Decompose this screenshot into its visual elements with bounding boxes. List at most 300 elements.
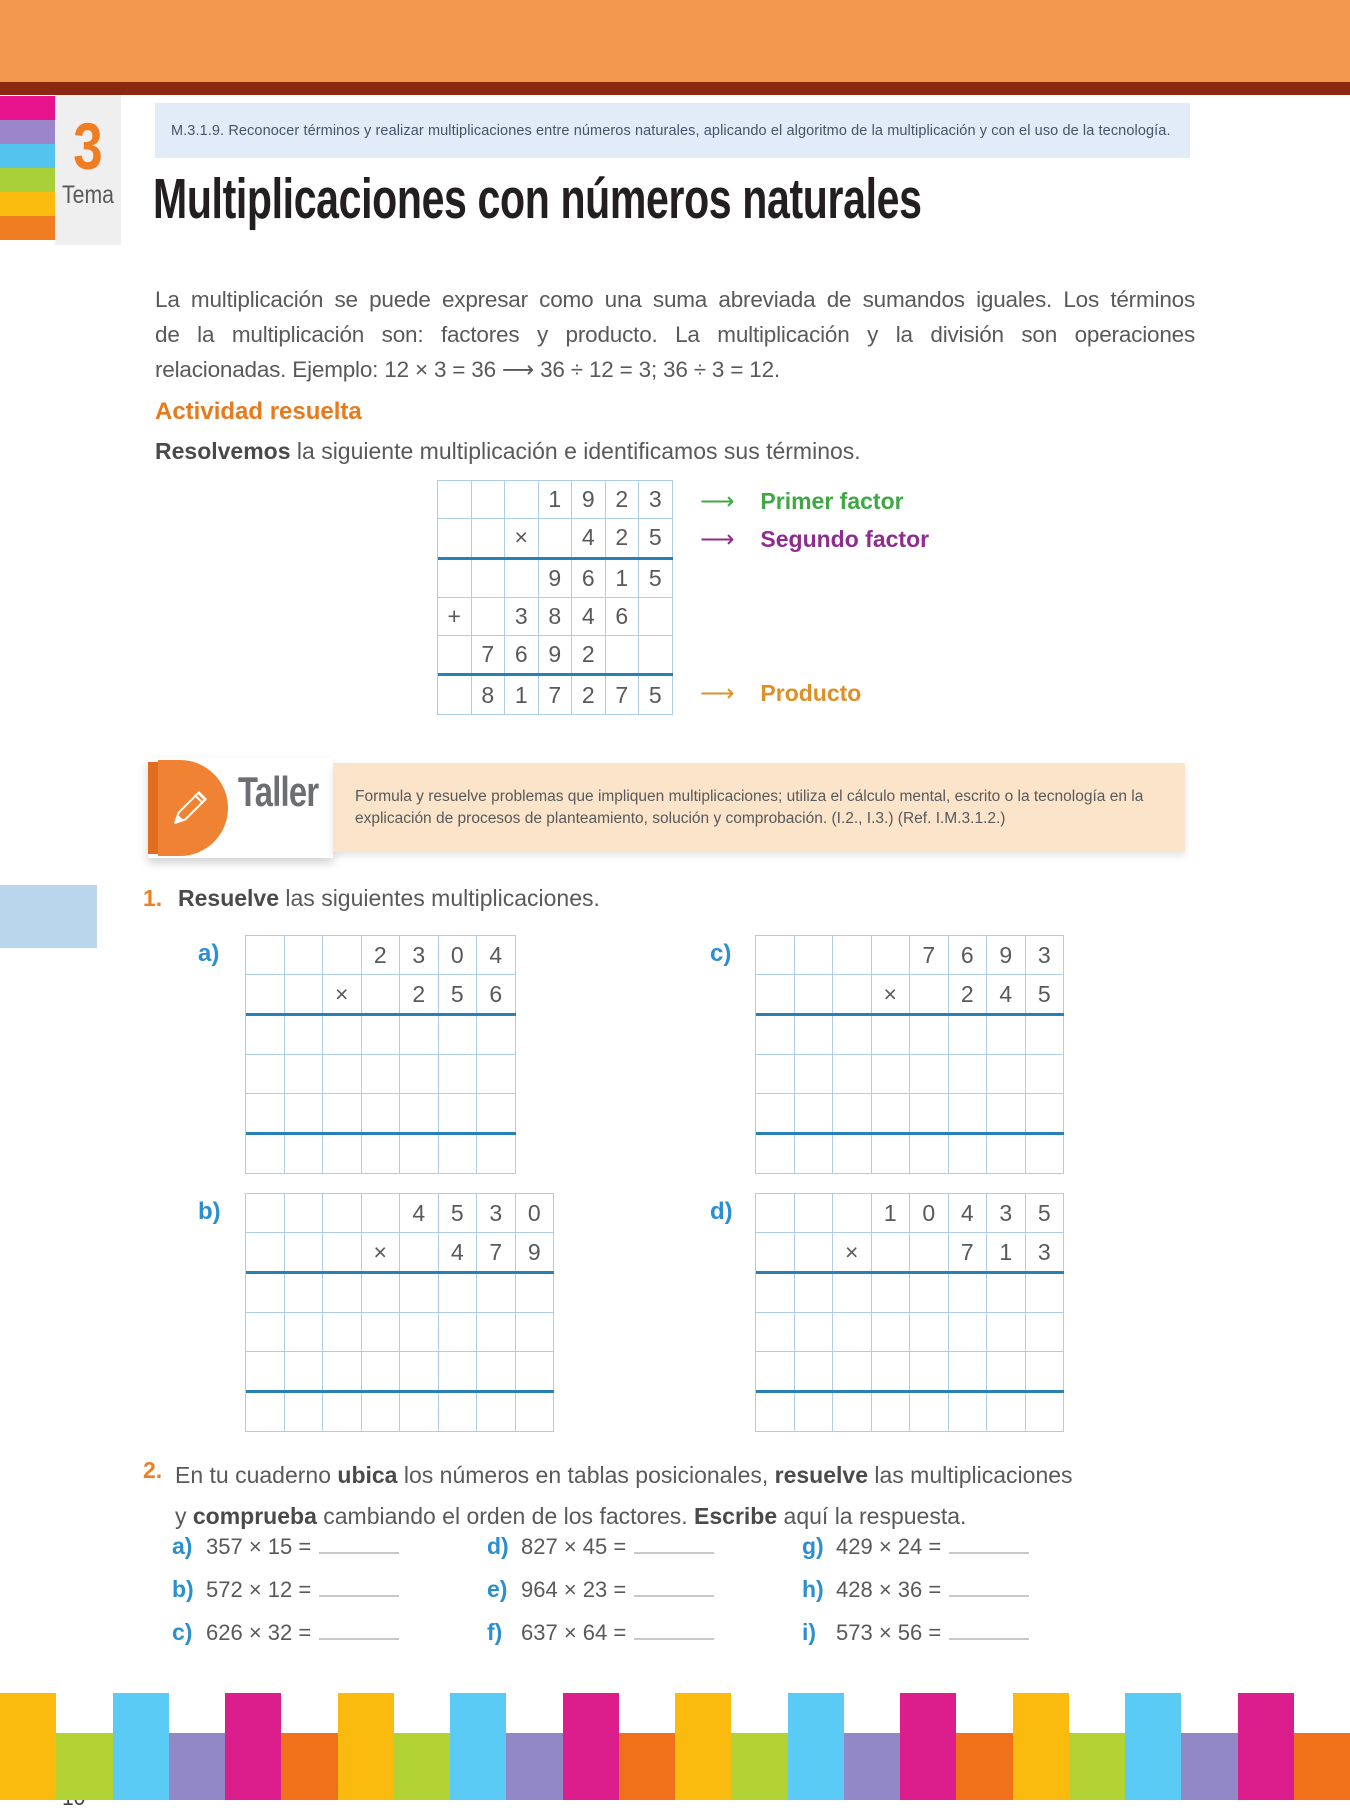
footer-bar [956,1733,1012,1800]
tema-badge [55,95,121,245]
empty-cell [795,975,834,1013]
empty-cell[interactable] [285,1352,324,1390]
answer-line[interactable] [634,1579,714,1597]
empty-cell[interactable] [323,1016,362,1054]
grid-row [756,975,1064,1016]
item-expression: 357 × 15 = [206,1534,312,1559]
arrow-right-icon: ⟶ [700,526,735,553]
empty-cell[interactable] [910,1094,949,1132]
footer-bar [1125,1693,1181,1800]
grid-row [756,1274,1064,1313]
empty-cell [323,1194,362,1232]
empty-cell[interactable] [362,1135,401,1173]
digit-cell: 7 [910,936,949,974]
empty-cell[interactable] [362,1352,401,1390]
empty-cell[interactable] [362,1055,401,1093]
color-stripe [0,216,55,240]
empty-cell [246,975,285,1013]
empty-cell[interactable] [833,1352,872,1390]
digit-cell: 2 [362,936,401,974]
grid-row [756,1135,1064,1174]
digit-cell: + [438,598,472,635]
digit-cell: 6 [949,936,988,974]
empty-cell[interactable] [872,1094,911,1132]
answer-line[interactable] [634,1536,714,1554]
empty-cell[interactable] [400,1274,439,1312]
grid-row [246,1352,554,1393]
empty-cell[interactable] [795,1094,834,1132]
tema-number: 3 [73,109,103,183]
empty-cell [872,936,911,974]
text-segment: Resuelve [178,885,280,911]
empty-cell[interactable] [285,1274,324,1312]
item-letter: d) [487,1533,509,1559]
digit-cell: 1 [539,481,573,518]
empty-cell[interactable] [795,1393,834,1431]
empty-cell[interactable] [439,1313,478,1351]
answer-line[interactable] [949,1622,1029,1640]
color-stripe [0,120,55,144]
empty-cell[interactable] [756,1135,795,1173]
item-letter: e) [487,1576,508,1602]
digit-cell: 7 [477,1233,516,1271]
digit-cell: 6 [606,598,640,635]
empty-cell[interactable] [439,1094,478,1132]
item-expression: 429 × 24 = [836,1534,942,1559]
digit-cell: 9 [516,1233,555,1271]
empty-cell [472,560,506,597]
grid-row [756,1393,1064,1432]
empty-cell[interactable] [987,1094,1026,1132]
empty-cell[interactable] [323,1055,362,1093]
tema-label: Tema [62,181,114,209]
footer-bar [169,1733,225,1800]
empty-cell[interactable] [910,1135,949,1173]
answer-line[interactable] [319,1536,399,1554]
multiplication-item [802,1576,1117,1619]
text-segment: En tu cuaderno [175,1462,338,1488]
empty-cell[interactable] [246,1016,285,1054]
text-segment: Escribe [694,1503,778,1529]
grid-row [246,1233,554,1274]
empty-cell[interactable] [756,1274,795,1312]
worked-grid [437,480,673,715]
empty-cell[interactable] [477,1016,516,1054]
empty-cell[interactable] [795,1313,834,1351]
empty-cell[interactable] [872,1016,911,1054]
grid-row [246,1313,554,1352]
empty-cell [756,1233,795,1271]
grid-row [246,1274,554,1313]
empty-cell[interactable] [987,1016,1026,1054]
grid-row [438,519,673,559]
empty-cell[interactable] [795,1352,834,1390]
empty-cell[interactable] [246,1135,285,1173]
digit-cell: 1 [606,560,640,597]
empty-cell[interactable] [987,1393,1026,1431]
empty-cell[interactable] [833,1016,872,1054]
empty-cell[interactable] [400,1313,439,1351]
footer-bar [900,1693,956,1800]
segundo-factor-label: ⟶ Segundo factor [700,526,930,553]
empty-cell[interactable] [795,1055,834,1093]
grid-row [246,1016,516,1055]
empty-cell [246,936,285,974]
empty-cell[interactable] [1026,1274,1065,1312]
color-stripe [0,168,55,192]
empty-cell[interactable] [439,1135,478,1173]
footer-bar [506,1733,562,1800]
empty-cell[interactable] [1026,1016,1065,1054]
primer-factor-label: ⟶ Primer factor [700,488,904,515]
empty-cell[interactable] [285,1135,324,1173]
empty-cell [756,1194,795,1232]
text-segment: las siguientes multiplicaciones. [279,885,600,911]
digit-cell: 5 [639,560,673,597]
empty-cell[interactable] [756,1393,795,1431]
grid-d-label: d) [710,1198,733,1225]
empty-cell[interactable] [285,1313,324,1351]
empty-cell[interactable] [987,1352,1026,1390]
item-expression: 827 × 45 = [521,1534,627,1559]
exercise-2-lead-line [175,1496,1205,1537]
empty-cell[interactable] [910,1393,949,1431]
empty-cell [833,975,872,1013]
digit-cell: 3 [1026,1233,1065,1271]
exercise-1-lead [178,885,600,912]
empty-cell[interactable] [833,1313,872,1351]
empty-cell [323,1233,362,1271]
empty-cell[interactable] [949,1274,988,1312]
answer-line[interactable] [949,1579,1029,1597]
empty-cell[interactable] [910,1055,949,1093]
digit-cell: 3 [1026,936,1065,974]
footer-color-bars [0,1693,1350,1800]
empty-cell[interactable] [987,1135,1026,1173]
text-segment: aquí la respuesta. [777,1503,967,1529]
empty-cell[interactable] [477,1094,516,1132]
exercise-2-lead [175,1455,1205,1537]
grid-c [755,935,1064,1174]
empty-cell [438,676,472,713]
item-expression: 637 × 64 = [521,1620,627,1645]
empty-cell[interactable] [987,1274,1026,1312]
empty-cell[interactable] [987,1313,1026,1351]
digit-cell: 9 [987,936,1026,974]
empty-cell[interactable] [833,1393,872,1431]
empty-cell[interactable] [949,1313,988,1351]
empty-cell[interactable] [795,1135,834,1173]
empty-cell [756,936,795,974]
multiply-sign-cell: × [362,1233,401,1271]
taller-title: Taller [238,768,319,815]
empty-cell[interactable] [949,1135,988,1173]
empty-cell[interactable] [246,1094,285,1132]
multiply-sign-cell: × [833,1233,872,1271]
digit-cell: 2 [400,975,439,1013]
empty-cell[interactable] [285,1393,324,1431]
empty-cell[interactable] [285,1094,324,1132]
footer-bar [1294,1733,1350,1800]
empty-cell [438,636,472,673]
empty-cell[interactable] [477,1393,516,1431]
empty-cell[interactable] [246,1352,285,1390]
empty-cell[interactable] [516,1313,555,1351]
empty-cell[interactable] [477,1135,516,1173]
intro-line: relacionadas. Ejemplo: 12 × 3 = 36 ⟶ 36 ÷ 12 = 3; 36 ÷ 3 = 12. [155,357,780,382]
empty-cell [285,1233,324,1271]
empty-cell[interactable] [1026,1352,1065,1390]
empty-cell[interactable] [246,1393,285,1431]
empty-cell[interactable] [756,1016,795,1054]
multiplication-item [172,1533,487,1576]
actividad-resuelta-heading: Actividad resuelta [155,398,362,425]
footer-bar [225,1693,281,1800]
digit-cell: 4 [572,519,606,556]
grid-b-label: b) [198,1198,221,1225]
empty-cell[interactable] [1026,1055,1065,1093]
empty-cell [639,598,673,635]
producto-label: ⟶ Producto [700,680,862,707]
empty-cell[interactable] [949,1094,988,1132]
empty-cell [472,598,506,635]
footer-bar [844,1733,900,1800]
item-letter: c) [172,1619,193,1645]
digit-cell: 5 [439,1194,478,1232]
empty-cell[interactable] [833,1094,872,1132]
grid-row [438,598,673,636]
empty-cell[interactable] [362,1313,401,1351]
empty-cell[interactable] [439,1274,478,1312]
item-expression: 428 × 36 = [836,1577,942,1602]
empty-cell[interactable] [949,1352,988,1390]
empty-cell[interactable] [246,1274,285,1312]
empty-cell [639,636,673,673]
empty-cell[interactable] [362,1393,401,1431]
empty-cell[interactable] [400,1352,439,1390]
digit-cell: 2 [949,975,988,1013]
grid-row [756,1233,1064,1274]
empty-cell[interactable] [516,1352,555,1390]
empty-cell[interactable] [477,1313,516,1351]
grid-row [756,1094,1064,1135]
grid-c-label: c) [710,940,732,967]
empty-cell[interactable] [795,1274,834,1312]
empty-cell[interactable] [400,1393,439,1431]
multiplication-item [802,1619,1117,1662]
digit-cell: 0 [516,1194,555,1232]
empty-cell[interactable] [833,1055,872,1093]
empty-cell[interactable] [910,1274,949,1312]
digit-cell: 5 [1026,975,1065,1013]
item-letter: g) [802,1533,824,1559]
empty-cell[interactable] [362,1274,401,1312]
digit-cell: 8 [472,676,506,713]
empty-cell[interactable] [285,1055,324,1093]
grid-row [246,1393,554,1432]
intro-line: La multiplicación se puede expresar como una suma abreviada de sumandos iguales. Los términos [155,287,1195,312]
item-expression: 572 × 12 = [206,1577,312,1602]
empty-cell[interactable] [872,1393,911,1431]
empty-cell[interactable] [987,1055,1026,1093]
empty-cell[interactable] [949,1016,988,1054]
grid-row [756,1016,1064,1055]
empty-cell[interactable] [323,1135,362,1173]
empty-cell[interactable] [323,1393,362,1431]
empty-cell[interactable] [833,1135,872,1173]
digit-cell: 3 [477,1194,516,1232]
item-letter: b) [172,1576,194,1602]
grid-row [756,1313,1064,1352]
empty-cell [795,1194,834,1232]
empty-cell [285,1194,324,1232]
digit-cell: 2 [572,636,606,673]
exercise-1-number: 1. [143,885,163,911]
standard-text: M.3.1.9. Reconocer términos y realizar multiplicaciones entre números naturales, aplicando el algoritmo de la multiplicación y con el uso de la tecnología. [171,122,1171,139]
empty-cell [438,519,472,556]
empty-cell[interactable] [285,1016,324,1054]
footer-bar [56,1733,112,1800]
multiply-sign-cell: × [323,975,362,1013]
footer-bar [788,1693,844,1800]
empty-cell [246,1194,285,1232]
footer-bar [731,1733,787,1800]
text-segment: y [175,1503,193,1529]
actividad-lead [155,438,861,465]
digit-cell: 7 [472,636,506,673]
empty-cell[interactable] [323,1274,362,1312]
empty-cell[interactable] [949,1393,988,1431]
intro-line: de la multiplicación son: factores y producto. La multiplicación y la división son operaciones [155,322,1195,347]
empty-cell[interactable] [795,1016,834,1054]
empty-cell[interactable] [756,1055,795,1093]
color-stripe [0,96,55,120]
empty-cell[interactable] [910,1313,949,1351]
answer-line[interactable] [949,1536,1029,1554]
answer-line[interactable] [319,1622,399,1640]
color-stripe [0,144,55,168]
empty-cell[interactable] [833,1274,872,1312]
digit-cell: 7 [539,676,573,713]
empty-cell [756,975,795,1013]
empty-cell[interactable] [400,1016,439,1054]
digit-cell: 4 [572,598,606,635]
empty-cell[interactable] [362,1094,401,1132]
empty-cell[interactable] [949,1055,988,1093]
empty-cell[interactable] [910,1016,949,1054]
text-segment: comprueba [192,1503,317,1529]
digit-cell: 1 [872,1194,911,1232]
empty-cell[interactable] [246,1313,285,1351]
digit-cell: 6 [477,975,516,1013]
empty-cell[interactable] [439,1393,478,1431]
empty-cell[interactable] [439,1352,478,1390]
empty-cell[interactable] [323,1094,362,1132]
empty-cell[interactable] [400,1135,439,1173]
text-segment: cambiando el orden de los factores. [316,1503,695,1529]
digit-cell: 7 [949,1233,988,1271]
digit-cell: 6 [572,560,606,597]
digit-cell: 1 [505,676,539,713]
empty-cell[interactable] [400,1094,439,1132]
grid-row [246,936,516,975]
page-title: Multiplicaciones con números naturales [153,167,922,231]
digit-cell: 3 [505,598,539,635]
text-segment: la siguiente multiplicación e identificamos sus términos. [290,438,861,464]
text-segment: Resolvemos [155,438,291,464]
empty-cell[interactable] [362,1016,401,1054]
empty-cell[interactable] [756,1313,795,1351]
empty-cell[interactable] [400,1055,439,1093]
digit-cell: 4 [439,1233,478,1271]
footer-bar [619,1733,675,1800]
empty-cell[interactable] [439,1055,478,1093]
taller-description-box [333,763,1185,852]
grid-row [756,1194,1064,1233]
digit-cell: 4 [400,1194,439,1232]
empty-cell[interactable] [872,1274,911,1312]
text-segment: resuelve [774,1462,868,1488]
empty-cell[interactable] [756,1094,795,1132]
empty-cell [795,1233,834,1271]
multiplication-item [487,1619,802,1662]
grid-row [756,1352,1064,1393]
empty-cell[interactable] [439,1016,478,1054]
empty-cell[interactable] [516,1393,555,1431]
footer-bar [0,1693,56,1800]
text-segment: las multiplicaciones [868,1462,1073,1488]
footer-bar [281,1733,337,1800]
empty-cell[interactable] [477,1274,516,1312]
empty-cell[interactable] [872,1352,911,1390]
empty-cell[interactable] [477,1352,516,1390]
empty-cell [505,481,539,518]
arrow-right-icon: ⟶ [700,680,735,707]
footer-bar [563,1693,619,1800]
empty-cell[interactable] [323,1313,362,1351]
empty-cell[interactable] [246,1055,285,1093]
empty-cell[interactable] [323,1352,362,1390]
empty-cell[interactable] [910,1352,949,1390]
answer-line[interactable] [634,1622,714,1640]
footer-bar [1069,1733,1125,1800]
empty-cell [505,560,539,597]
empty-cell [872,1233,911,1271]
empty-cell[interactable] [756,1352,795,1390]
empty-cell[interactable] [1026,1393,1065,1431]
empty-cell[interactable] [1026,1313,1065,1351]
grid-row [756,1055,1064,1094]
multiplication-item [802,1533,1117,1576]
empty-cell[interactable] [872,1135,911,1173]
empty-cell[interactable] [872,1055,911,1093]
empty-cell [438,481,472,518]
digit-cell: 5 [639,676,673,713]
empty-cell[interactable] [477,1055,516,1093]
answer-line[interactable] [319,1579,399,1597]
empty-cell[interactable] [872,1313,911,1351]
empty-cell [246,1233,285,1271]
sidebar-tab-stripes [0,96,55,240]
grid-row [756,936,1064,975]
empty-cell[interactable] [1026,1094,1065,1132]
item-expression: 964 × 23 = [521,1577,627,1602]
empty-cell[interactable] [516,1274,555,1312]
empty-cell[interactable] [1026,1135,1065,1173]
grid-row [438,481,673,519]
exercise-2-number: 2. [143,1457,163,1483]
empty-cell [285,936,324,974]
